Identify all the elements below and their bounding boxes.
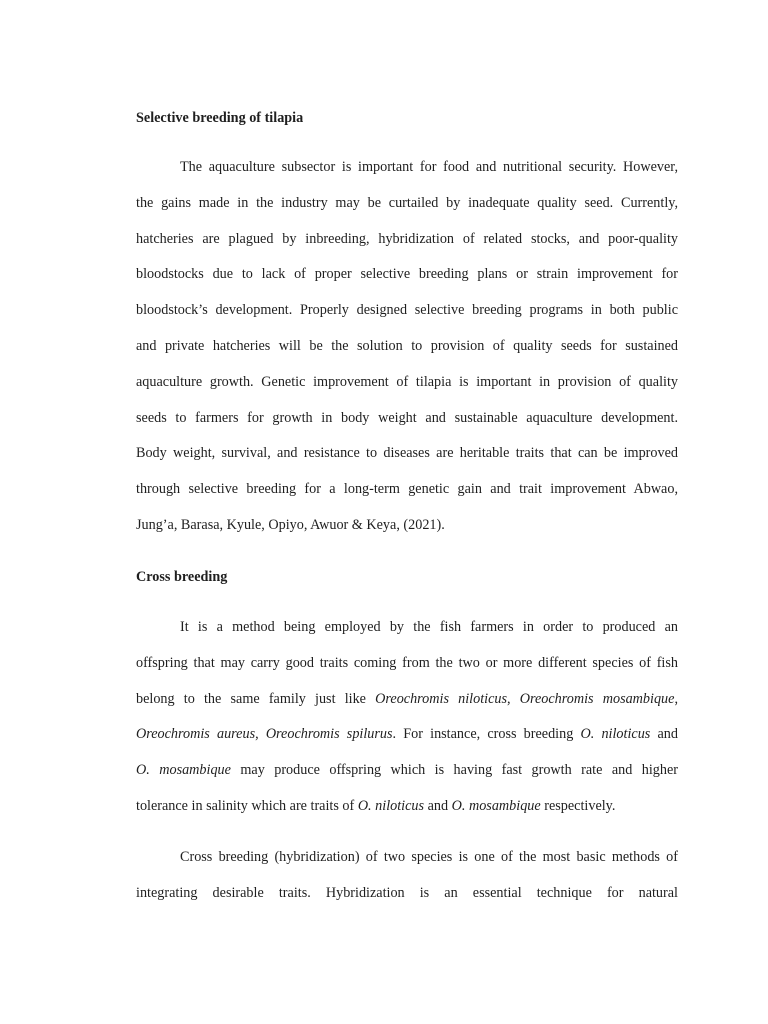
text-line [136,789,678,825]
text-span: , [674,690,678,707]
text-line: The aquaculture subsector is important for food and nutritional security. However, [180,159,678,175]
species-name: O. niloticus [357,797,425,814]
section-heading-selective-breeding: Selective breeding of tilapia [136,110,304,126]
species-name: Oreochromis niloticus [375,690,508,707]
text-line: seeds to farmers for growth in body weight and sustainable aquaculture development. [136,409,678,426]
paragraph-hybridization [136,840,678,912]
species-name: O. niloticus [580,726,651,743]
text-line: bloodstock’s development. Properly designed selective breeding programs in both public [136,302,678,319]
text-line [136,753,678,789]
paragraph-cross-breeding-method [136,610,678,825]
text-span: belong to the same family just like [136,690,376,707]
text-line: through selective breeding for a long-term genetic gain and trait improvement Abwao, [136,481,678,498]
text-line [136,717,678,753]
text-span: tolerance in salinity which are traits of [136,797,358,814]
text-span: . For instance, cross breeding [392,726,581,743]
text-line: It is a method being employed by the fish farmers in order to produced an [180,619,678,635]
text-span: may produce offspring which is having fast growth rate and higher [230,762,678,779]
text-line: the gains made in the industry may be curtailed by inadequate quality seed. Currently, [136,194,678,211]
species-name: Oreochromis mosambique [519,690,675,707]
species-name: Oreochromis aureus [136,726,256,743]
text-span: and [650,726,678,743]
text-line: offspring that may carry good traits coming from the two or more different species of fish [136,654,678,671]
text-line: Body weight, survival, and resistance to diseases are heritable traits that can be improved [136,445,678,462]
text-line [136,682,678,718]
text-line: bloodstocks due to lack of proper selective breeding plans or strain improvement for [136,266,678,283]
paragraph-selective-breeding [136,150,678,544]
text-line: Cross breeding (hybridization) of two species is one of the most basic methods of [180,849,678,865]
text-line: Jung’a, Barasa, Kyule, Opiyo, Awuor & Keya, (2021). [136,516,445,533]
text-line: integrating desirable traits. Hybridization is an essential technique for natural [136,884,678,901]
section-heading-cross-breeding: Cross breeding [136,569,228,585]
text-span: and [424,797,452,814]
text-span: , [507,690,520,707]
text-line: hatcheries are plagued by inbreeding, hybridization of related stocks, and poor-quality [136,230,678,247]
text-line: aquaculture growth. Genetic improvement of tilapia is important in provision of quality [136,373,678,390]
text-line: and private hatcheries will be the solution to provision of quality seeds for sustained [136,337,678,354]
species-name: O. mosambique [451,797,541,814]
text-span: , [255,726,266,743]
text-span: respectively. [540,797,616,814]
species-name: Oreochromis spilurus [265,726,393,743]
species-name: O. mosambique [136,762,231,779]
